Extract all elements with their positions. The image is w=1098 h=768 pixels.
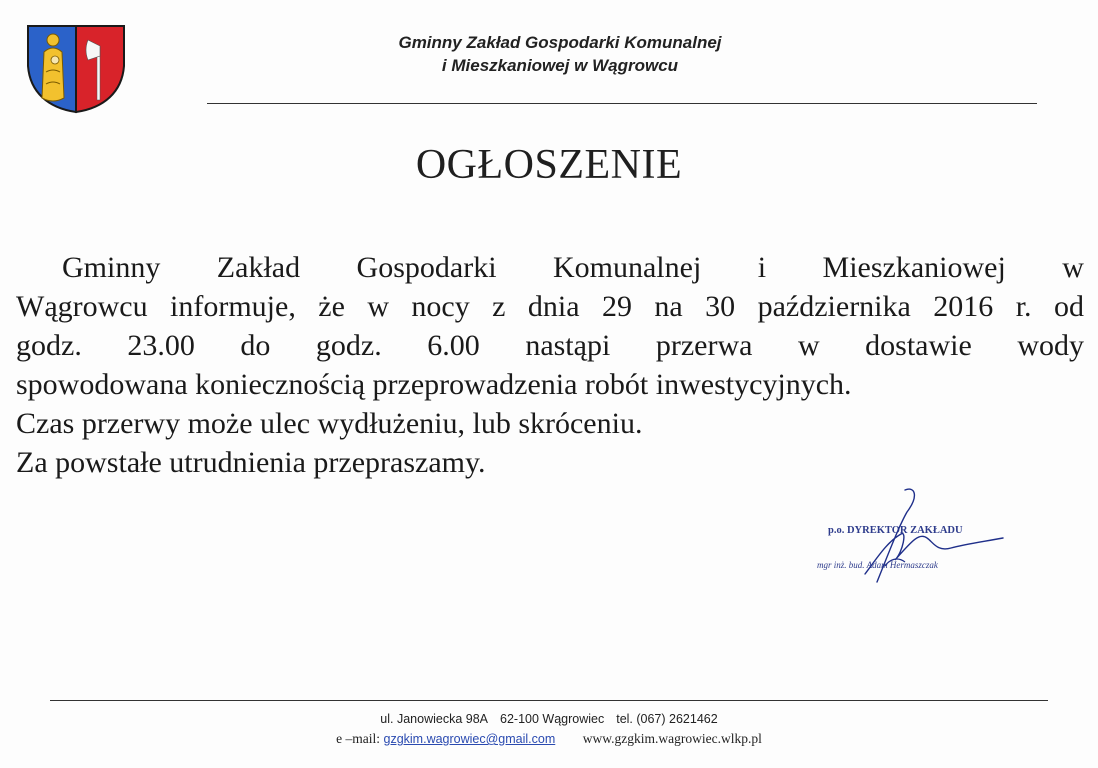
body-word: 30 [705,290,736,323]
body-word: Zakład [216,251,301,284]
footer-phone: tel. (067) 2621462 [616,712,718,726]
body-word: Gospodarki [356,251,497,284]
header-divider [207,103,1037,104]
organization-name [260,31,860,77]
body-line-6: Za powstałe utrudnienia przepraszamy. [16,446,486,479]
body-word: Gminny [62,251,161,284]
body-word: z [492,290,506,323]
page-title: OGŁOSZENIE [415,142,683,188]
director-signature [815,482,1015,594]
body-word: informuje, [170,290,296,323]
body-word: 23.00 [127,329,195,362]
body-word: w [1062,251,1084,284]
body-word: i [757,251,767,284]
body-word: przerwa [655,329,753,362]
footer-website[interactable]: www.gzgkim.wagrowiec.wlkp.pl [582,731,762,746]
footer-street: ul. Janowiecka 98A [380,712,488,726]
body-word: nastąpi [525,329,611,362]
body-word: Mieszkaniowej [822,251,1006,284]
body-line-2 [16,287,1084,326]
coat-of-arms-icon [24,22,128,116]
body-word: od [1053,290,1084,323]
body-word: dnia [527,290,580,323]
body-line-5: Czas przerwy może ulec wydłużeniu, lub skróceniu. [16,407,643,440]
org-name-line1: Gminny Zakład Gospodarki Komunalnej [398,33,722,52]
org-name-line2: i Mieszkaniowej w Wągrowcu [441,56,679,75]
body-word: na [654,290,683,323]
body-word: października [757,290,911,323]
body-word: nocy [411,290,470,323]
body-word: w [367,290,389,323]
footer-contact [0,710,1098,749]
body-word: że [318,290,345,323]
body-word: Komunalnej [552,251,702,284]
body-word: w [797,329,820,362]
body-word: godz. [16,329,82,362]
body-line-3 [16,326,1084,365]
body-word: godz. [315,329,382,362]
signature-name: mgr inż. bud. Adam Hermaszczak [817,560,938,570]
announcement-body [16,248,1084,482]
signature-title: p.o. DYREKTOR ZAKŁADU [828,525,963,536]
body-word: Wągrowcu [16,290,148,323]
footer-divider [50,700,1048,701]
body-word: do [240,329,271,362]
body-word: dostawie [865,329,972,362]
body-word: r. [1015,290,1032,323]
body-line-1 [16,248,1084,287]
body-line-4: spowodowana koniecznością przeprowadzenia robót inwestycyjnych. [16,368,852,401]
footer-email-link[interactable]: gzgkim.wagrowiec@gmail.com [383,732,556,746]
body-word: 2016 [933,290,994,323]
body-word: 29 [602,290,632,323]
body-word: wody [1017,329,1084,362]
body-word: 6.00 [427,329,480,362]
footer-city: 62-100 Wągrowiec [500,712,605,726]
footer-email-label: e –mail: [336,731,381,746]
